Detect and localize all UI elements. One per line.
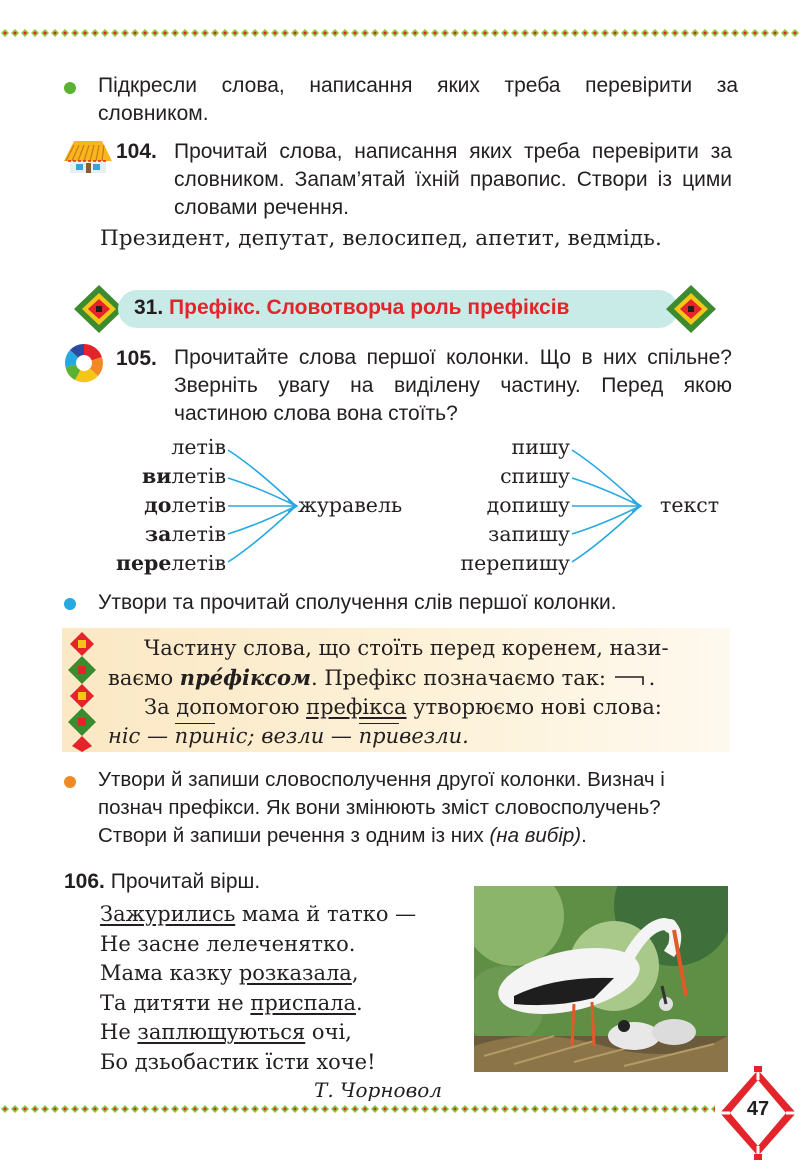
column-1-word <box>80 433 226 462</box>
column-1-arrows <box>226 440 302 580</box>
example-2-dash: — <box>324 724 359 748</box>
rule-line-2-end: . <box>648 666 656 690</box>
column-1-word <box>80 520 226 549</box>
example-2-prefix: при <box>358 724 400 748</box>
root: летів <box>171 435 226 459</box>
rule-line-1: Частину слова, що стоїть перед коренем, нази- <box>144 636 669 660</box>
green-bullet-icon <box>64 82 76 94</box>
poem-underlined: приспала <box>250 990 356 1015</box>
column-2-word: допишу <box>486 493 570 517</box>
poem-text: Бо дзьобастик їсти хоче! <box>100 1049 376 1074</box>
poem-text: очі, <box>305 1020 352 1044</box>
prefix-mark-icon <box>613 672 649 688</box>
example-1-prefix: при <box>174 724 216 748</box>
section-name: Префікс. Словотворча роль префіксів <box>169 296 570 319</box>
house-icon <box>60 137 116 177</box>
root: летів <box>171 522 226 546</box>
poem-text: . <box>355 990 363 1015</box>
word-column-2 <box>420 433 570 578</box>
rule-term: пре́фіксом <box>179 665 311 690</box>
exercise-106-number: 106. <box>64 870 105 893</box>
column-2-word: спишу <box>500 464 570 488</box>
rule-line-3 <box>108 693 726 722</box>
poem-line <box>100 989 416 1019</box>
example-2-rest: везли <box>399 724 463 748</box>
rule-line-2 <box>108 663 726 693</box>
exercise-104-number: 104. <box>116 140 157 163</box>
rule-line-2-mid: . Префікс позначаємо так: <box>310 666 606 690</box>
rule-line-3-start: За допомогою <box>144 695 307 719</box>
color-wheel-icon <box>64 343 104 383</box>
column-2-word: пишу <box>511 435 570 459</box>
exercise-105-text: Прочитайте слова першої колонки. Що в них спільне? Зверніть увагу на виділену частину. Перед якою частиною слова вона стоїть? <box>174 346 732 425</box>
rule-line-2-start: ваємо <box>108 666 180 690</box>
root: летів <box>171 464 226 488</box>
column-2-word: запишу <box>488 522 570 546</box>
instruction-second-column <box>98 766 734 850</box>
poem-text: Не засне лелеченятко. <box>100 931 356 956</box>
instruction-make-phrases: Утвори та прочитай сполучення слів першої колонки. <box>98 591 617 614</box>
rule-underlined-word: префікса <box>306 695 407 719</box>
prefix: пере <box>115 551 172 575</box>
prefix: до <box>144 493 172 517</box>
column-2-target: текст <box>660 493 720 517</box>
rule-text <box>108 634 726 751</box>
poem-line <box>100 930 416 960</box>
prefix: ви <box>141 464 172 488</box>
rule-examples <box>108 722 726 751</box>
poem-text: Мама казку <box>100 961 239 985</box>
right-ornament-icon <box>664 283 718 335</box>
column-1-word <box>80 549 226 578</box>
exercise-106-heading <box>64 870 260 894</box>
example-2-word: везли <box>261 724 325 748</box>
column-1-word <box>80 462 226 491</box>
section-title <box>134 296 569 320</box>
poem-line <box>100 900 416 930</box>
exercise-104-text: Прочитай слова, написання яких треба перевірити за словником. Запам’ятай їхній правопис. Створи із цими словами речення. <box>174 140 732 219</box>
poem-line <box>100 1018 416 1048</box>
poem-underlined: розказала <box>238 961 352 985</box>
example-end: . <box>462 724 469 748</box>
prefix: за <box>145 522 172 546</box>
poem-text: Та дитяти не <box>100 990 251 1015</box>
poem-underlined: Зажурились <box>100 902 236 926</box>
column-2-word: перепишу <box>460 551 570 575</box>
blue-bullet-icon <box>64 598 76 610</box>
stork-photo <box>474 886 728 1072</box>
instruction-3-text: Утвори й запиши словосполучення другої колонки. Визнач і познач префікси. Як вони змінюють зміст словосполучень? Створи й запиши речення з одним із них <box>98 768 665 847</box>
root: летів <box>171 493 226 517</box>
poem-underlined: заплющуються <box>137 1020 306 1044</box>
rule-line-3-end: утворюємо нові слова: <box>406 695 662 719</box>
bottom-ornament-border <box>0 1104 715 1114</box>
poem-text: мама й татко — <box>235 902 417 926</box>
example-1-dash: — <box>140 724 175 748</box>
poem-text: Не <box>100 1020 138 1044</box>
column-2-arrows <box>570 440 646 580</box>
poem <box>100 900 416 1077</box>
poem-author: Т. Чорновол <box>314 1078 442 1102</box>
word-column-1 <box>80 433 226 578</box>
poem-line <box>100 1048 416 1078</box>
exercise-106-text: Прочитай вірш. <box>110 870 261 893</box>
example-1-word: ніс <box>108 724 141 748</box>
orange-bullet-icon <box>64 776 76 788</box>
rule-ornament-icon <box>64 630 100 752</box>
instruction-underline-words: Підкресли слова, написання яких треба перевірити за словником. <box>98 74 738 125</box>
exercise-105-number: 105. <box>116 347 157 370</box>
section-number: 31. <box>134 296 164 319</box>
top-ornament-border <box>0 28 800 38</box>
page-number: 47 <box>746 1098 770 1120</box>
poem-line <box>100 959 416 989</box>
example-1-rest: ніс; <box>215 724 255 748</box>
instruction-3-end: . <box>581 824 587 847</box>
root: летів <box>171 551 226 575</box>
exercise-104-words: Президент, депутат, велосипед, апетит, ведмідь. <box>100 226 662 251</box>
instruction-3-italic: (на вибір) <box>489 824 582 847</box>
column-1-word <box>80 491 226 520</box>
poem-text: , <box>351 961 359 985</box>
column-1-target: журавель <box>298 493 403 517</box>
